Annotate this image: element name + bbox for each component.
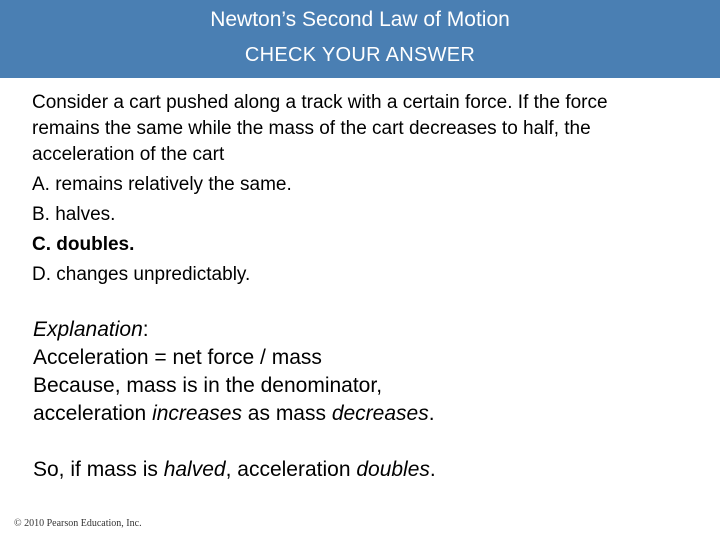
emphasis-doubles: doubles: [356, 458, 430, 481]
option-c-correct: C. doubles.: [32, 234, 135, 255]
explanation-colon: :: [142, 318, 149, 341]
blank-line: [33, 428, 673, 456]
option-a: A. remains relatively the same.: [32, 174, 292, 195]
copyright-notice: © 2010 Pearson Education, Inc.: [14, 518, 142, 529]
text-segment: .: [429, 458, 436, 481]
question-block: [32, 90, 672, 288]
explanation-formula: Acceleration = net force / mass: [33, 346, 322, 369]
explanation-line-1: Because, mass is in the denominator,: [33, 374, 383, 397]
text-segment: So, if mass is: [33, 458, 164, 481]
explanation-heading: Explanation: [33, 318, 143, 341]
question-stem: Consider a cart pushed along a track with a certain force. If the force remains the same while the mass of the cart decreases to half, the acceleration of the cart: [32, 92, 608, 165]
text-segment: , acceleration: [225, 458, 357, 481]
option-d: D. changes unpredictably.: [32, 264, 251, 285]
explanation-line-2: [33, 400, 673, 428]
text-segment: as mass: [241, 402, 332, 425]
slide-title: Newton’s Second Law of Motion: [210, 8, 510, 31]
option-b: B. halves.: [32, 204, 116, 225]
text-segment: .: [428, 402, 435, 425]
emphasis-halved: halved: [163, 458, 226, 481]
explanation-heading-line: [33, 316, 673, 344]
explanation-conclusion: [33, 456, 673, 484]
emphasis-increases: increases: [152, 402, 242, 425]
explanation-block: [33, 316, 673, 484]
emphasis-decreases: decreases: [331, 402, 429, 425]
slide-header: [0, 0, 720, 78]
slide-subtitle: CHECK YOUR ANSWER: [244, 44, 476, 66]
text-segment: acceleration: [33, 402, 153, 425]
